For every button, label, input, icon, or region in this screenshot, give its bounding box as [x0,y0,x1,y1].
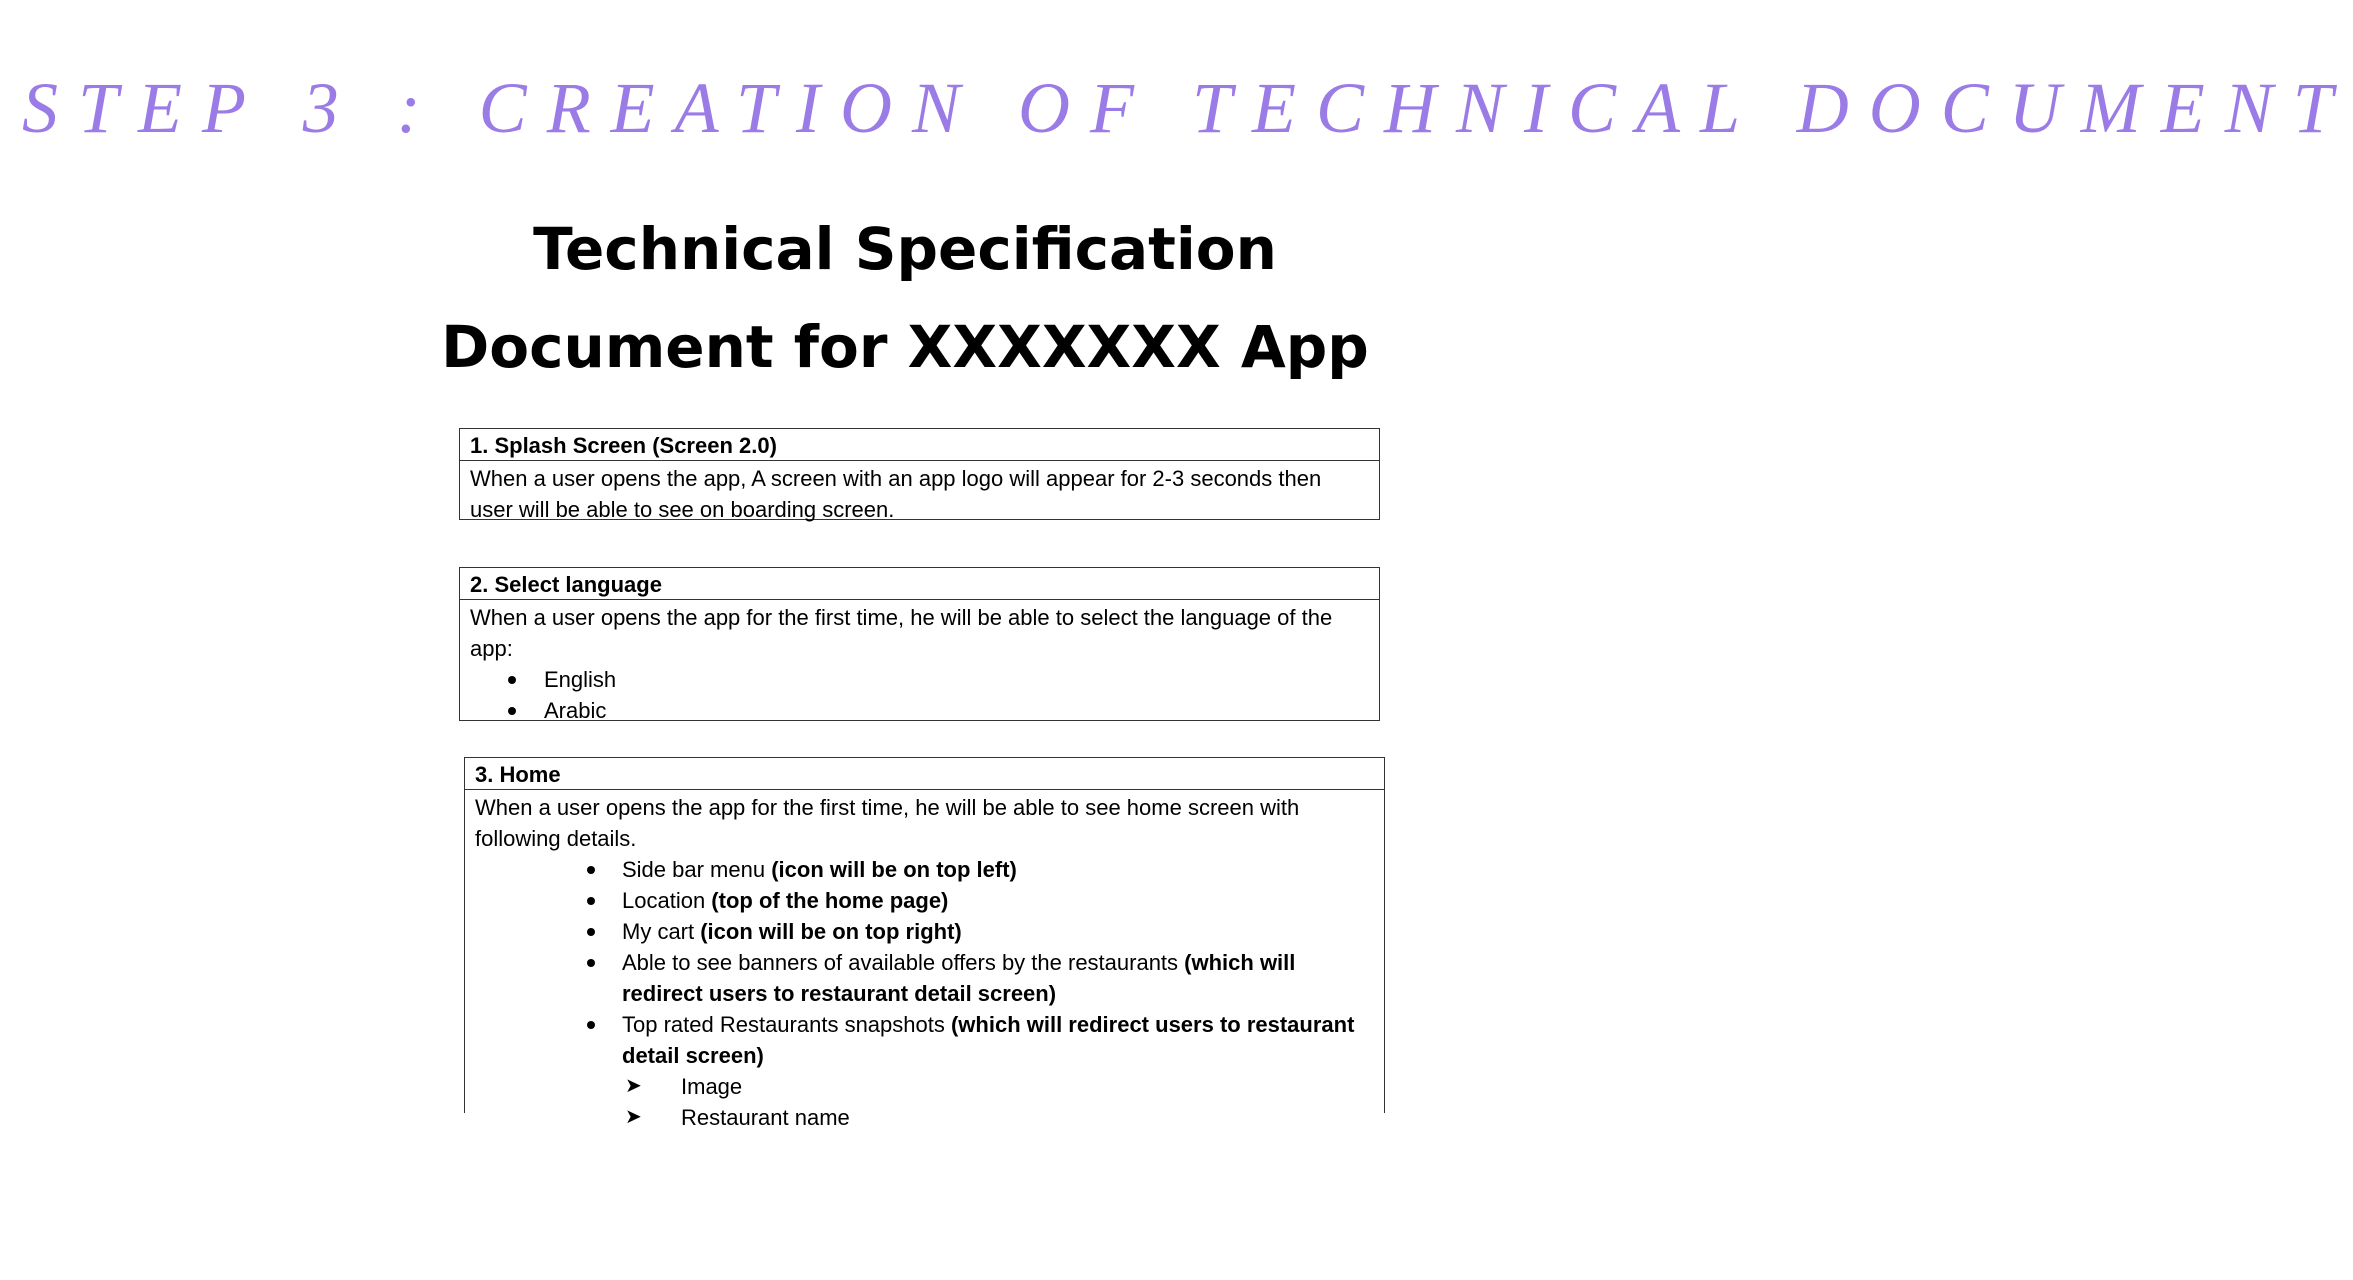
language-option: English [544,667,617,692]
document-title-line-1: Technical Specification [533,215,1277,283]
item-text: Location [622,888,712,913]
language-option: Arabic [544,698,607,723]
item-text: Side bar menu [622,857,772,882]
item-note: (top of the home page) [711,888,949,913]
body-line: When a user opens the app for the first time, he will be able to see home screen with [475,795,1300,820]
list-item [470,695,1369,726]
body-line: user will be able to see on boarding screen. [470,497,895,522]
body-line: following details. [475,826,637,851]
bullet-icon [587,897,595,905]
list-item [475,947,1374,1009]
item-note-continued: redirect users to restaurant detail screen) [622,981,1057,1006]
bullet-icon [587,959,595,967]
bullet-icon [587,866,595,874]
splash-screen-section [459,428,1380,520]
section-title: 3. Home [465,758,1384,790]
step-heading: STEP 3 : CREATION OF TECHNICAL DOCUMENT [22,68,2353,148]
item-note-continued: detail screen) [622,1043,764,1068]
item-text: Able to see banners of available offers by the restaurants [622,950,1185,975]
list-item [475,1009,1374,1071]
bullet-icon [508,707,516,715]
list-item [475,916,1374,947]
arrow-bullet-icon: ➤ [625,1106,642,1128]
sub-item-text: Restaurant name [681,1105,850,1130]
document-title [0,200,1810,396]
section-body [465,790,1384,1133]
section-body [460,461,1379,525]
bullet-icon [587,928,595,936]
list-item [470,664,1369,695]
body-line: When a user opens the app, A screen with an app logo will appear for 2-3 seconds then [470,466,1322,491]
item-text: Top rated Restaurants snapshots [622,1012,951,1037]
language-list [470,664,1369,726]
sub-list-item [475,1102,1374,1133]
arrow-bullet-icon: ➤ [625,1075,642,1097]
document-title-line-2: Document for XXXXXXX App [441,313,1369,381]
body-line: When a user opens the app for the first time, he will be able to select the language of the [470,605,1333,630]
list-item [475,854,1374,885]
home-section [464,757,1385,1130]
item-note: (which will redirect users to restaurant [950,1012,1355,1037]
bullet-icon [587,1021,595,1029]
item-note: (which will [1184,950,1296,975]
select-language-section [459,567,1380,721]
section-title: 1. Splash Screen (Screen 2.0) [460,429,1379,461]
sub-item-text: Image [681,1074,743,1099]
section-body [460,600,1379,726]
body-line: app: [470,636,513,661]
sub-list-item [475,1071,1374,1102]
list-item [475,885,1374,916]
item-text: My cart [622,919,701,944]
item-note: (icon will be on top left) [771,857,1017,882]
section-title: 2. Select language [460,568,1379,600]
home-features-list [475,854,1374,1133]
bullet-icon [508,676,516,684]
item-note: (icon will be on top right) [700,919,962,944]
